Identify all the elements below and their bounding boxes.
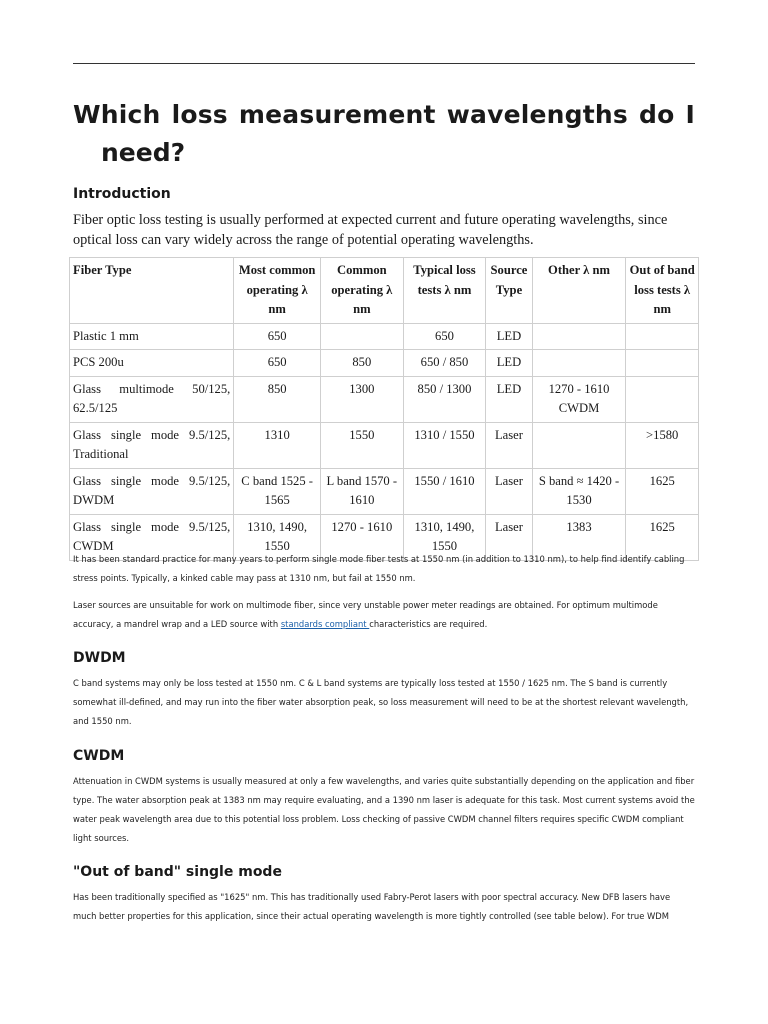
paragraph-laser-sources [73, 596, 695, 634]
table-cell: 1310 / 1550 [403, 422, 486, 468]
table-header-cell: Out of band loss tests λ nm [626, 258, 699, 324]
table-cell: LED [486, 376, 532, 422]
table-cell: L band 1570 - 1610 [320, 468, 403, 514]
table-cell: Plastic 1 mm [70, 323, 234, 350]
heading-out-of-band: "Out of band" single mode [73, 864, 282, 880]
table-cell: 650 / 850 [403, 350, 486, 377]
table-header-row [70, 258, 699, 324]
table-row [70, 376, 699, 422]
table-cell [320, 323, 403, 350]
page-title-continued: need? [101, 138, 186, 167]
paragraph-stress-points: It has been standard practice for many years to perform single mode fiber tests at 1550 nm (in addition to 1310 nm), to help find identify cabling stress points. Typically, a kinked cable may pass at 1310 nm, but fail at 1550 nm. [73, 554, 685, 583]
table-cell: LED [486, 323, 532, 350]
table-row [70, 323, 699, 350]
table-cell: 1550 / 1610 [403, 468, 486, 514]
paragraph-out-of-band: Has been traditionally specified as "1625" nm. This has traditionally used Fabry-Perot lasers with poor spectral accuracy. New DFB lasers have much better properties for this application, since their actual operating wavelength is more tightly controlled (see table below). For true WDM [73, 892, 671, 921]
table-cell: 650 [234, 350, 321, 377]
table-row [70, 350, 699, 377]
table-header-cell: Most common operating λ nm [234, 258, 321, 324]
paragraph-text: characteristics are required. [369, 619, 488, 629]
table-cell [626, 376, 699, 422]
heading-dwdm: DWDM [73, 650, 126, 666]
table-row [70, 422, 699, 468]
table-cell [532, 422, 626, 468]
table-cell: Laser [486, 422, 532, 468]
wavelength-table [69, 257, 699, 561]
heading-introduction: Introduction [73, 186, 171, 202]
table-row [70, 468, 699, 514]
table-cell: 1310, 1490, 1550 [403, 514, 486, 560]
table-cell: 850 [320, 350, 403, 377]
table-cell: Glass single mode 9.5/125, DWDM [70, 468, 234, 514]
table-cell [532, 323, 626, 350]
table-cell [626, 323, 699, 350]
table-cell: S band ≈ 1420 - 1530 [532, 468, 626, 514]
table-cell: LED [486, 350, 532, 377]
table-cell: 650 [403, 323, 486, 350]
table-cell: >1580 [626, 422, 699, 468]
table-header-cell: Fiber Type [70, 258, 234, 324]
table-header-cell: Common operating λ nm [320, 258, 403, 324]
table-cell: C band 1525 - 1565 [234, 468, 321, 514]
table-cell: Glass single mode 9.5/125, Traditional [70, 422, 234, 468]
page-title: Which loss measurement wavelengths do I [73, 100, 695, 129]
table-header-cell: Other λ nm [532, 258, 626, 324]
table-cell: 1310 [234, 422, 321, 468]
intro-paragraph: Fiber optic loss testing is usually performed at expected current and future operating wavelengths, since optical loss can vary widely across the range of potential operating wavelengths. [73, 212, 668, 248]
table-cell: PCS 200u [70, 350, 234, 377]
table-cell: 1625 [626, 468, 699, 514]
table-cell: 850 [234, 376, 321, 422]
table-cell [626, 350, 699, 377]
top-divider [73, 63, 695, 64]
table-header-cell: Source Type [486, 258, 532, 324]
standards-compliant-link[interactable]: standards compliant [280, 619, 370, 629]
table-cell: 1300 [320, 376, 403, 422]
table-cell: 1270 - 1610 CWDM [532, 376, 626, 422]
table-cell: Glass multimode 50/125, 62.5/125 [70, 376, 234, 422]
table-cell: 1270 - 1610 [320, 514, 403, 560]
heading-cwdm: CWDM [73, 748, 125, 764]
table-cell: 850 / 1300 [403, 376, 486, 422]
paragraph-text: Laser sources are unsuitable for work on multimode fiber, since very unstable power meter readings are obtained. For optimum multimode accuracy, a mandrel wrap and a LED source with [73, 600, 658, 629]
table-cell: 1383 [532, 514, 626, 560]
table-cell: 1550 [320, 422, 403, 468]
table-cell: Laser [486, 468, 532, 514]
table-cell [532, 350, 626, 377]
paragraph-cwdm: Attenuation in CWDM systems is usually measured at only a few wavelengths, and varies quite substantially depending on the application and fiber type. The water absorption peak at 1383 nm may require evaluating, and a 1390 nm laser is adequate for this task. Most current systems avoid the water peak wavelength area due to this potential loss problem. Loss checking of passive CWDM channel filters requires specific CWDM compliant light sources. [73, 776, 695, 843]
table-cell: Laser [486, 514, 532, 560]
paragraph-dwdm: C band systems may only be loss tested at 1550 nm. C & L band systems are typically loss tested at 1550 / 1625 nm. The S band is currently somewhat ill-defined, and may run into the fiber water absorption peak, so loss measurement will need to be at the shortest relevant wavelength, and 1550 nm. [73, 678, 689, 726]
table-cell: 1625 [626, 514, 699, 560]
table-cell: 650 [234, 323, 321, 350]
table-cell: 1310, 1490, 1550 [234, 514, 321, 560]
table-header-cell: Typical loss tests λ nm [403, 258, 486, 324]
table-cell: Glass single mode 9.5/125, CWDM [70, 514, 234, 560]
